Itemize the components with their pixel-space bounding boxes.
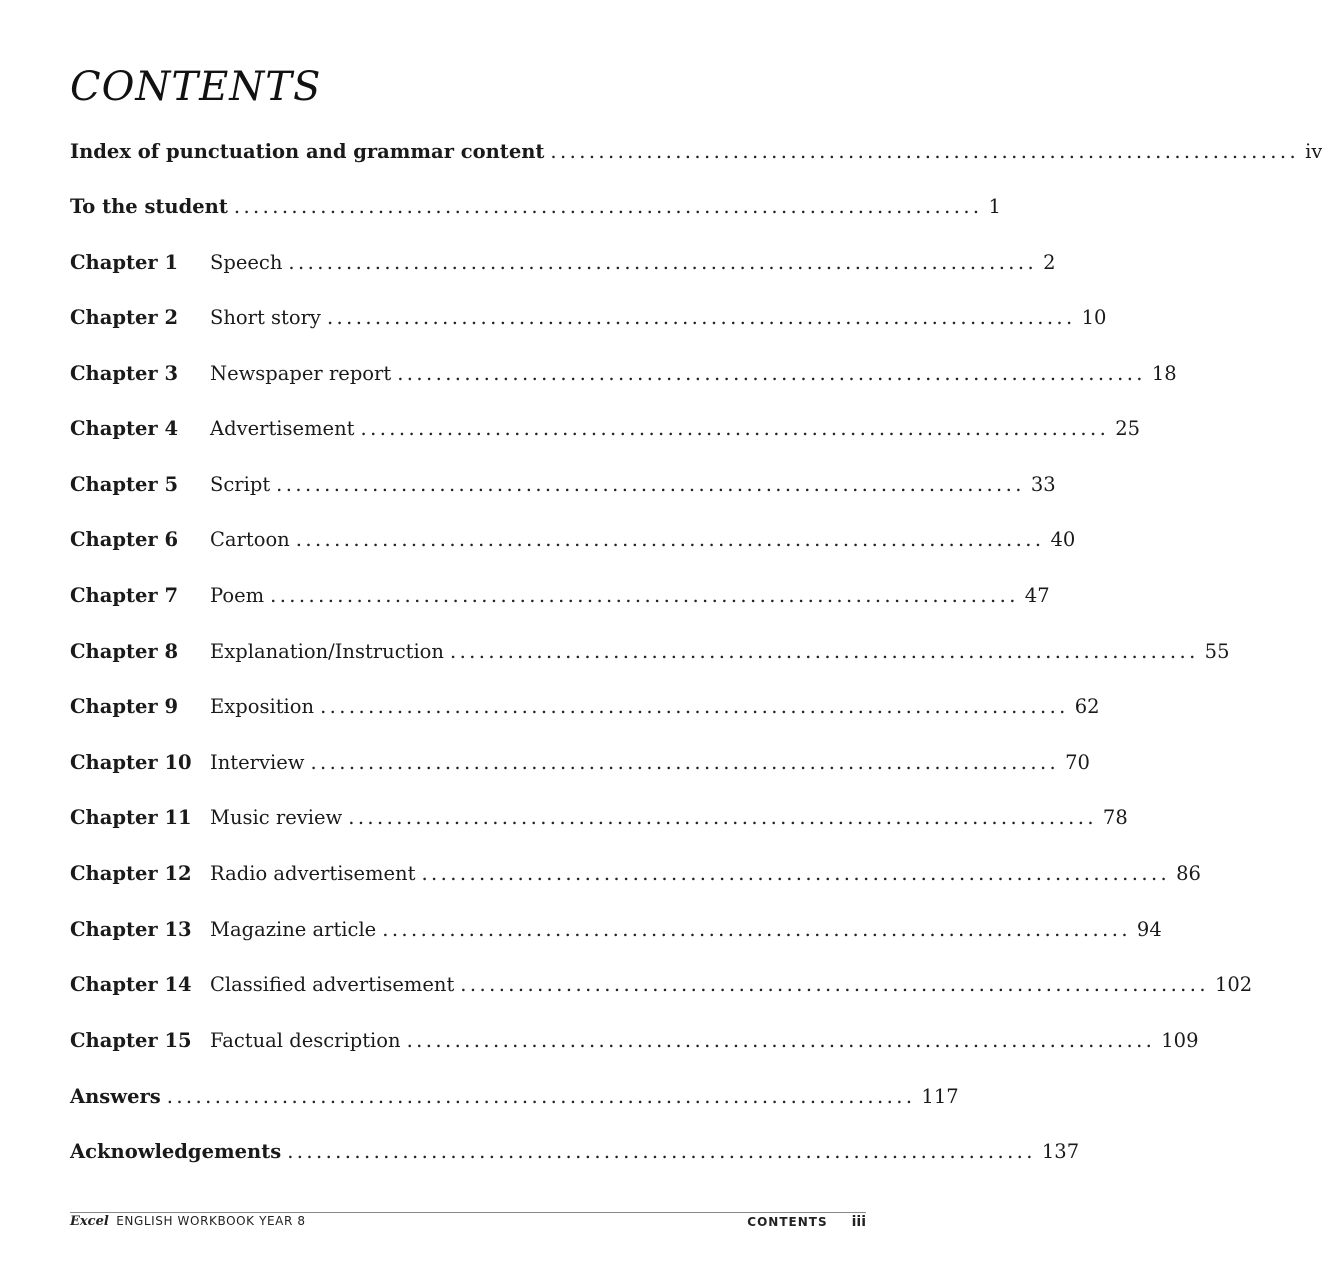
toc-chapter-9[interactable] xyxy=(70,691,1100,723)
chapter-label: Chapter 5 xyxy=(70,473,179,496)
toc-page-number: iv xyxy=(1305,140,1322,163)
toc-page-number: 94 xyxy=(1136,918,1162,941)
chapter-label: Chapter 8 xyxy=(70,640,179,663)
chapter-title: Poem xyxy=(210,584,265,607)
toc-page-number: 18 xyxy=(1151,362,1177,385)
toc-page-number: 78 xyxy=(1102,806,1128,829)
toc-entry-label: Answers xyxy=(70,1085,161,1108)
toc-entry-label: Index of punctuation and grammar content xyxy=(70,140,545,163)
dot-leader: .............................................................................. xyxy=(421,862,1171,885)
chapter-label: Chapter 11 xyxy=(70,806,192,829)
dot-leader: .............................................................................. xyxy=(449,640,1199,663)
toc-chapter-2[interactable] xyxy=(70,302,1107,334)
chapter-label: Chapter 15 xyxy=(70,1029,192,1052)
toc-chapter-13[interactable] xyxy=(70,914,1162,946)
chapter-label: Chapter 10 xyxy=(70,751,192,774)
page-title: CONTENTS xyxy=(70,64,322,110)
footer-divider xyxy=(70,1212,866,1213)
toc-chapter-1[interactable] xyxy=(70,247,1056,279)
chapter-title: Speech xyxy=(210,251,283,274)
toc-chapter-12[interactable] xyxy=(70,858,1201,890)
chapter-title: Radio advertisement xyxy=(210,862,416,885)
dot-leader: .............................................................................. xyxy=(310,751,1060,774)
toc-entry-acknowledgements[interactable] xyxy=(70,1136,1080,1168)
toc-page-number: 109 xyxy=(1161,1029,1199,1052)
dot-leader: .............................................................................. xyxy=(550,140,1300,163)
dot-leader: .............................................................................. xyxy=(270,584,1019,607)
footer-book-name: ENGLISH WORKBOOK YEAR 8 xyxy=(116,1214,306,1228)
footer-book-title xyxy=(70,1214,306,1229)
toc-chapter-8[interactable] xyxy=(70,636,1230,668)
chapter-label: Chapter 4 xyxy=(70,417,179,440)
toc-chapter-4[interactable] xyxy=(70,413,1141,445)
toc-page-number: 47 xyxy=(1024,584,1050,607)
toc-page-number: 1 xyxy=(988,195,1001,218)
chapter-title: Music review xyxy=(210,806,343,829)
footer-section-name: CONTENTS xyxy=(747,1215,828,1229)
chapter-label: Chapter 1 xyxy=(70,251,179,274)
chapter-title: Explanation/Instruction xyxy=(210,640,444,663)
dot-leader: .............................................................................. xyxy=(382,918,1131,941)
toc-page-number: 25 xyxy=(1115,417,1141,440)
toc-chapter-11[interactable] xyxy=(70,802,1128,834)
dot-leader: .............................................................................. xyxy=(166,1085,916,1108)
footer-page-number: iii xyxy=(851,1214,866,1230)
dot-leader: .............................................................................. xyxy=(276,473,1025,496)
chapter-label: Chapter 14 xyxy=(70,973,192,996)
toc-page-number: 62 xyxy=(1074,695,1100,718)
toc-chapter-3[interactable] xyxy=(70,358,1177,390)
toc-chapter-7[interactable] xyxy=(70,580,1050,612)
chapter-label: Chapter 9 xyxy=(70,695,179,718)
toc-page-number: 86 xyxy=(1176,862,1201,885)
chapter-title: Magazine article xyxy=(210,918,377,941)
toc-page-number: 2 xyxy=(1043,251,1056,274)
chapter-label: Chapter 6 xyxy=(70,528,179,551)
dot-leader: .............................................................................. xyxy=(295,528,1045,551)
dot-leader: .............................................................................. xyxy=(320,695,1069,718)
dot-leader: .............................................................................. xyxy=(397,362,1146,385)
dot-leader: .............................................................................. xyxy=(348,806,1097,829)
toc-chapter-5[interactable] xyxy=(70,469,1056,501)
toc-page-number: 55 xyxy=(1204,640,1230,663)
chapter-label: Chapter 2 xyxy=(70,306,179,329)
toc-page-number: 33 xyxy=(1030,473,1056,496)
chapter-label: Chapter 3 xyxy=(70,362,179,385)
chapter-title: Factual description xyxy=(210,1029,401,1052)
chapter-label: Chapter 13 xyxy=(70,918,192,941)
toc-chapter-14[interactable] xyxy=(70,969,1253,1001)
chapter-title: Advertisement xyxy=(210,417,355,440)
footer-section-info xyxy=(747,1214,866,1230)
chapter-title: Short story xyxy=(210,306,321,329)
toc-entry-label: Acknowledgements xyxy=(70,1140,282,1163)
chapter-title: Classified advertisement xyxy=(210,973,455,996)
toc-page-number: 102 xyxy=(1214,973,1253,996)
dot-leader: .............................................................................. xyxy=(326,306,1076,329)
dot-leader: .............................................................................. xyxy=(360,417,1110,440)
toc-page-number: 117 xyxy=(921,1085,959,1108)
chapter-title: Exposition xyxy=(210,695,315,718)
toc-entry-index[interactable] xyxy=(70,136,1322,168)
toc-chapter-6[interactable] xyxy=(70,524,1076,556)
toc-chapter-10[interactable] xyxy=(70,747,1090,779)
toc-page-number: 10 xyxy=(1081,306,1107,329)
footer-brand: Excel xyxy=(70,1214,109,1229)
dot-leader: .............................................................................. xyxy=(288,251,1038,274)
chapter-label: Chapter 7 xyxy=(70,584,179,607)
toc-page-number: 70 xyxy=(1065,751,1090,774)
dot-leader: .............................................................................. xyxy=(406,1029,1156,1052)
toc-entry-label: To the student xyxy=(70,195,228,218)
chapter-title: Cartoon xyxy=(210,528,290,551)
toc-chapter-15[interactable] xyxy=(70,1025,1199,1057)
chapter-title: Interview xyxy=(210,751,305,774)
toc-entry-answers[interactable] xyxy=(70,1081,959,1113)
chapter-label: Chapter 12 xyxy=(70,862,192,885)
toc-page-number: 137 xyxy=(1041,1140,1080,1163)
dot-leader: .............................................................................. xyxy=(233,195,983,218)
toc-entry-to-the-student[interactable] xyxy=(70,191,1001,223)
chapter-title: Newspaper report xyxy=(210,362,392,385)
dot-leader: .............................................................................. xyxy=(460,973,1209,996)
dot-leader: .............................................................................. xyxy=(287,1140,1036,1163)
toc-page-number: 40 xyxy=(1050,528,1076,551)
chapter-title: Script xyxy=(210,473,271,496)
